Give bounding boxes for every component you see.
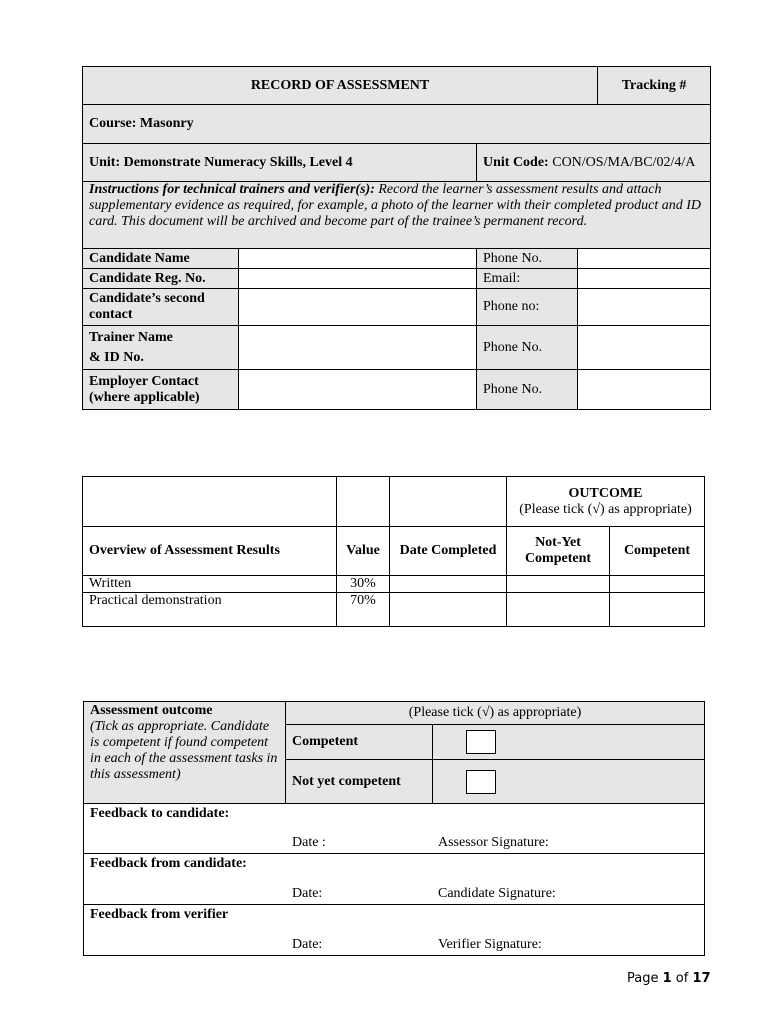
result-name: Practical demonstration bbox=[83, 593, 337, 627]
value-header: Value bbox=[337, 527, 390, 576]
phone-no-label: Phone no: bbox=[477, 289, 578, 326]
record-title: RECORD OF ASSESSMENT bbox=[83, 67, 598, 105]
phone-field[interactable] bbox=[578, 249, 711, 269]
candidate-name-field[interactable] bbox=[239, 249, 477, 269]
page-current: 1 bbox=[662, 971, 672, 986]
email-field[interactable] bbox=[578, 269, 711, 289]
competent-header: Competent bbox=[610, 527, 705, 576]
candidate-signature-label: Candidate Signature: bbox=[438, 886, 556, 901]
candidate-reg-label: Candidate Reg. No. bbox=[83, 269, 239, 289]
second-contact-field[interactable] bbox=[239, 289, 477, 326]
course-label: Course: Masonry bbox=[83, 105, 711, 144]
feedback-from-candidate-label: Feedback from candidate: bbox=[90, 856, 247, 871]
employer-phone-label: Phone No. bbox=[477, 370, 578, 410]
not-yet-competent-checkbox[interactable] bbox=[466, 770, 496, 794]
page-number bbox=[627, 971, 711, 986]
assessment-outcome-table bbox=[83, 701, 705, 956]
date-label: Date : bbox=[292, 835, 326, 850]
tick-note: (Please tick (√) as appropriate) bbox=[286, 702, 705, 725]
trainer-field[interactable] bbox=[239, 326, 477, 370]
unit-code-value: CON/OS/MA/BC/02/4/A bbox=[548, 154, 696, 170]
date-completed-field[interactable] bbox=[390, 576, 507, 593]
outcome-header bbox=[507, 477, 705, 527]
date-completed-header: Date Completed bbox=[390, 527, 507, 576]
second-contact-label: Candidate’s second contact bbox=[83, 289, 239, 326]
unit-code bbox=[477, 144, 711, 182]
competent-tick[interactable] bbox=[610, 593, 705, 627]
feedback-from-verifier-row bbox=[84, 905, 705, 956]
trainer-phone-field[interactable] bbox=[578, 326, 711, 370]
competent-cell bbox=[433, 725, 705, 760]
not-yet-competent-cell bbox=[433, 760, 705, 804]
unit-label: Unit: Demonstrate Numeracy Skills, Level 4 bbox=[83, 144, 477, 182]
competent-label: Competent bbox=[286, 725, 433, 760]
trainer-phone-label: Phone No. bbox=[477, 326, 578, 370]
page-total: 17 bbox=[692, 971, 711, 986]
assessment-outcome-title: Assessment outcome bbox=[90, 703, 213, 718]
date-label: Date: bbox=[292, 937, 323, 952]
outcome-note: (Please tick (√) as appropriate) bbox=[519, 501, 692, 517]
employer-label bbox=[83, 370, 239, 410]
feedback-to-candidate-label: Feedback to candidate: bbox=[90, 806, 230, 821]
blank-cell bbox=[83, 477, 337, 527]
trainer-id-label: & ID No. bbox=[89, 349, 144, 365]
result-value: 30% bbox=[337, 576, 390, 593]
assessment-outcome-cell bbox=[84, 702, 286, 804]
verifier-signature-label: Verifier Signature: bbox=[438, 937, 542, 952]
assessor-signature-label: Assessor Signature: bbox=[438, 835, 549, 850]
blank-cell bbox=[390, 477, 507, 527]
feedback-to-candidate-row bbox=[84, 804, 705, 854]
page-of: of bbox=[671, 971, 693, 986]
date-label: Date: bbox=[292, 886, 323, 901]
not-yet-competent-tick[interactable] bbox=[507, 593, 610, 627]
not-yet-competent-label: Not yet competent bbox=[286, 760, 433, 804]
competent-checkbox[interactable] bbox=[466, 730, 496, 754]
instructions-text: Record the learner’s assessment results and attach supplementary evidence as required, for example, a photo of the learner with their completed product and ID card. This document will be archived and become part of the trainee’s permanent record. bbox=[89, 182, 701, 229]
blank-cell bbox=[337, 477, 390, 527]
candidate-reg-field[interactable] bbox=[239, 269, 477, 289]
tracking-label: Tracking # bbox=[598, 67, 711, 105]
assessment-results-table bbox=[82, 476, 705, 627]
phone-label: Phone No. bbox=[477, 249, 578, 269]
trainer-name-label: Trainer Name bbox=[89, 329, 173, 345]
phone-no-field[interactable] bbox=[578, 289, 711, 326]
outcome-title: OUTCOME bbox=[568, 485, 643, 501]
candidate-name-label: Candidate Name bbox=[83, 249, 239, 269]
feedback-from-candidate-row bbox=[84, 854, 705, 905]
date-completed-field[interactable] bbox=[390, 593, 507, 627]
employer-note: (where applicable) bbox=[89, 389, 200, 405]
feedback-from-verifier-label: Feedback from verifier bbox=[90, 907, 229, 922]
trainer-label bbox=[83, 326, 239, 370]
assessment-outcome-note: (Tick as appropriate. Candidate is competent if found competent in each of the assessment tasks in this assessment) bbox=[90, 719, 278, 782]
employer-field[interactable] bbox=[239, 370, 477, 410]
instructions-label: Instructions for technical trainers and verifier(s): bbox=[89, 182, 375, 197]
instructions bbox=[83, 182, 711, 249]
competent-tick[interactable] bbox=[610, 576, 705, 593]
employer-contact-label: Employer Contact bbox=[89, 373, 199, 389]
page-label: Page bbox=[627, 971, 663, 986]
result-name: Written bbox=[83, 576, 337, 593]
email-label: Email: bbox=[477, 269, 578, 289]
unit-code-label: Unit Code: bbox=[483, 154, 549, 170]
employer-phone-field[interactable] bbox=[578, 370, 711, 410]
not-yet-competent-header: Not-Yet Competent bbox=[507, 527, 610, 576]
overview-header: Overview of Assessment Results bbox=[83, 527, 337, 576]
result-value: 70% bbox=[337, 593, 390, 627]
not-yet-competent-tick[interactable] bbox=[507, 576, 610, 593]
record-of-assessment-table bbox=[82, 66, 711, 410]
